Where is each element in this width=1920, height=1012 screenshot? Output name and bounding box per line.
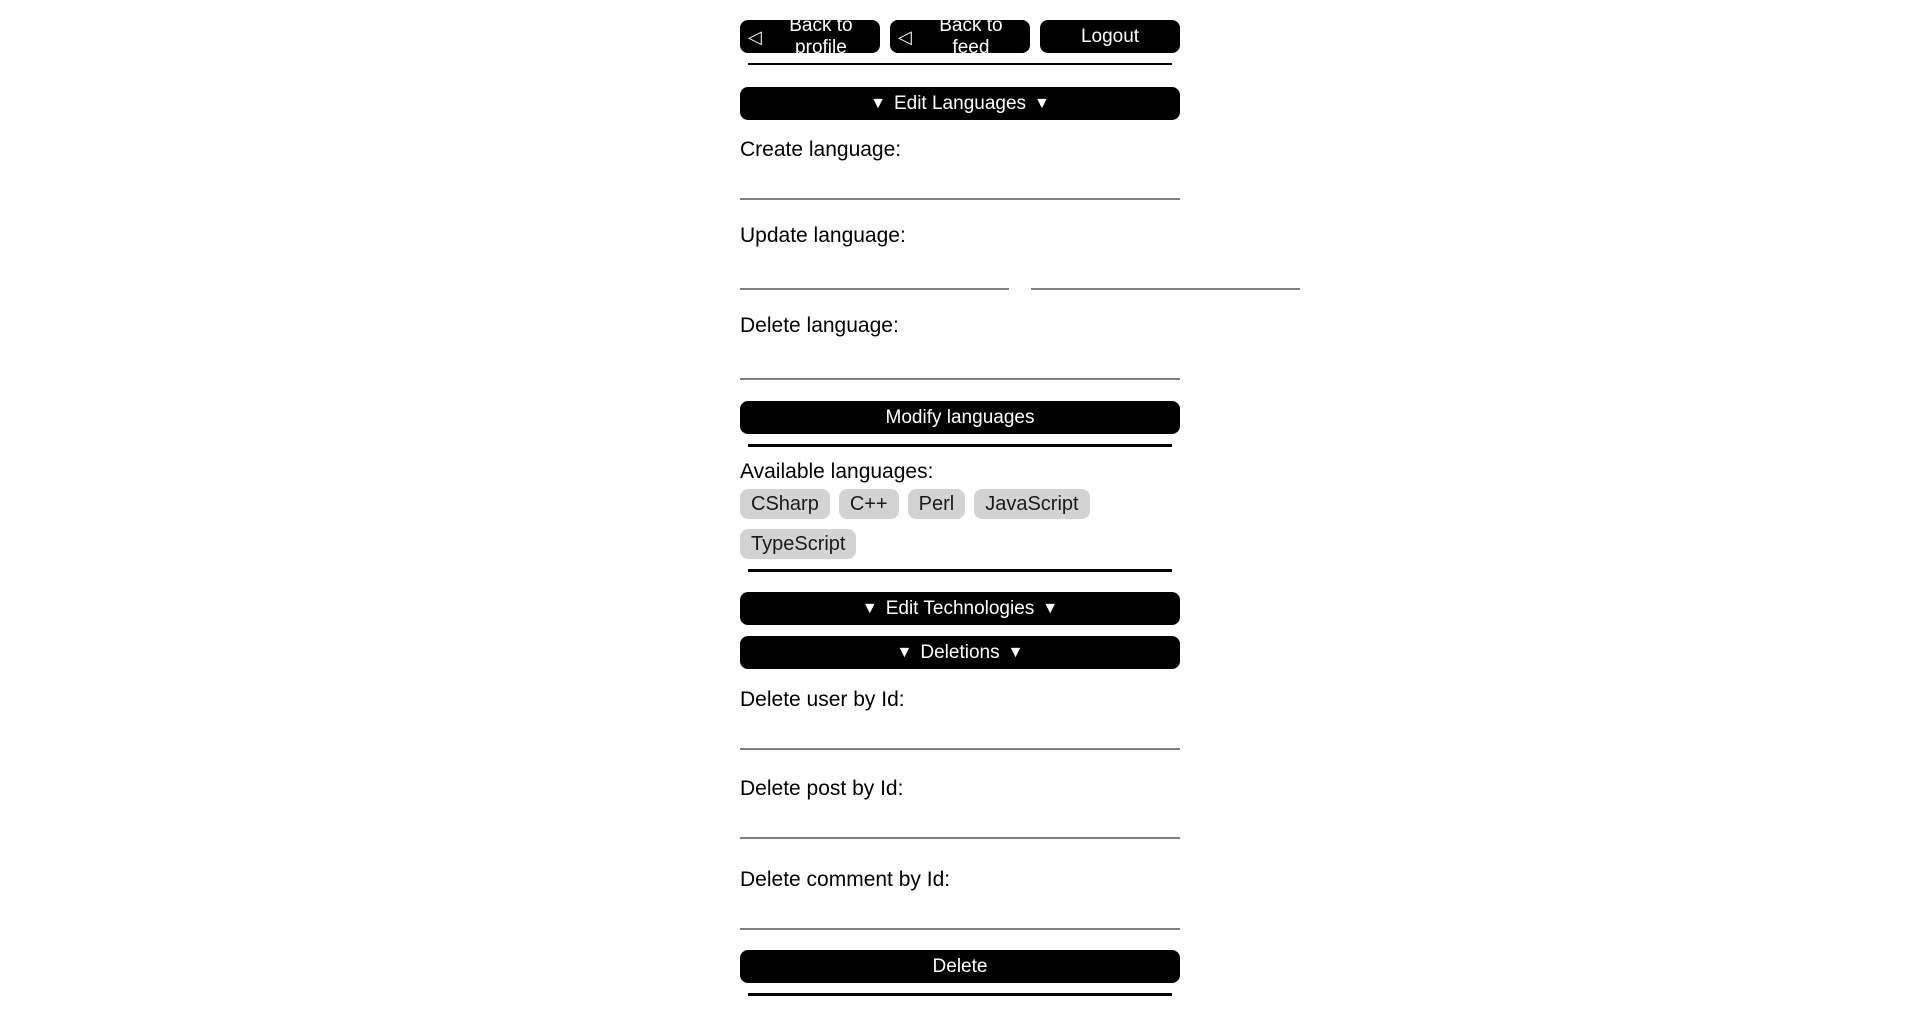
edit-languages-toggle-label: Edit Languages	[893, 92, 1027, 114]
content-column	[740, 0, 1180, 996]
section-divider	[748, 569, 1172, 572]
top-nav	[740, 14, 1180, 58]
language-tag-list	[740, 489, 1180, 559]
bottom-divider	[748, 993, 1172, 996]
caret-down-icon: ▼	[896, 643, 913, 661]
modify-languages-button[interactable]	[740, 401, 1180, 434]
back-icon: ◁	[898, 26, 912, 47]
edit-languages-toggle[interactable]	[740, 87, 1180, 120]
delete-post-label: Delete post by Id:	[740, 777, 904, 800]
delete-button[interactable]	[740, 950, 1180, 983]
update-language-old-input[interactable]	[740, 248, 1009, 290]
update-language-new-input[interactable]	[1031, 248, 1300, 290]
delete-language-label: Delete language:	[740, 314, 899, 337]
language-tag: TypeScript	[740, 529, 856, 559]
delete-user-label: Delete user by Id:	[740, 688, 905, 711]
available-languages-label: Available languages:	[740, 460, 934, 483]
delete-post-input[interactable]	[740, 801, 1180, 839]
update-language-label: Update language:	[740, 224, 906, 247]
logout-button[interactable]	[1040, 20, 1180, 53]
deletions-toggle[interactable]	[740, 636, 1180, 669]
delete-language-input[interactable]	[740, 338, 1180, 380]
section-divider	[748, 444, 1172, 447]
caret-down-icon: ▼	[1042, 599, 1059, 617]
delete-comment-label: Delete comment by Id:	[740, 868, 951, 891]
language-tag: C++	[839, 489, 899, 519]
delete-button-label: Delete	[932, 955, 988, 977]
back-to-feed-button[interactable]	[890, 14, 1030, 58]
language-tag: JavaScript	[974, 489, 1089, 519]
create-language-label: Create language:	[740, 138, 902, 161]
back-icon: ◁	[748, 26, 762, 47]
delete-comment-input[interactable]	[740, 892, 1180, 930]
back-to-profile-label: Back to profile	[789, 14, 853, 58]
logout-label: Logout	[1080, 25, 1140, 47]
back-to-feed-label: Back to feed	[939, 14, 1003, 58]
back-to-profile-button[interactable]	[740, 14, 880, 58]
caret-down-icon: ▼	[861, 599, 878, 617]
deletions-toggle-label: Deletions	[920, 641, 1000, 663]
modify-languages-label: Modify languages	[885, 406, 1035, 428]
caret-down-icon: ▼	[870, 94, 886, 112]
top-divider	[748, 63, 1172, 65]
caret-down-icon: ▼	[1034, 94, 1050, 112]
caret-down-icon: ▼	[1007, 643, 1024, 661]
update-language-inputs	[740, 248, 1180, 290]
edit-technologies-toggle[interactable]	[740, 592, 1180, 625]
edit-technologies-toggle-label: Edit Technologies	[885, 597, 1035, 619]
create-language-input[interactable]	[740, 162, 1180, 200]
delete-user-input[interactable]	[740, 712, 1180, 750]
language-tag: Perl	[908, 489, 966, 519]
language-tag: CSharp	[740, 489, 830, 519]
